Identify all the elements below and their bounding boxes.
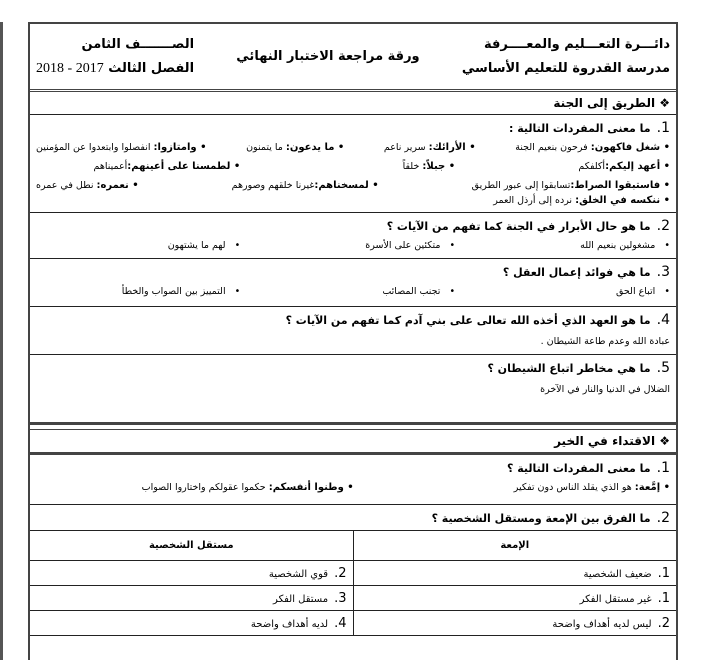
question-text: 2.ما الفرق بين الإمعة ومستقل الشخصية ؟ bbox=[431, 510, 670, 526]
header bbox=[30, 24, 676, 92]
section-title: ❖ الاقتداء في الخير bbox=[30, 429, 676, 455]
question-text: 3.ما هي فوائد إعمال العقل ؟ bbox=[502, 264, 670, 280]
table-row bbox=[30, 561, 676, 586]
vocab-item: • فاستبقوا الصراط:تسابقوا إلى عبور الطريق bbox=[471, 180, 670, 191]
question-2 bbox=[30, 505, 676, 530]
table-row bbox=[30, 586, 676, 611]
answer-item: • مشغولين بنعيم الله bbox=[580, 240, 670, 251]
question-2 bbox=[30, 213, 676, 259]
vocab-item: • ما يدعون: ما يتمنون bbox=[246, 142, 345, 153]
table-header-row bbox=[30, 531, 676, 561]
section-title: ❖ الطريق إلى الجنة bbox=[30, 92, 676, 115]
question-5 bbox=[30, 355, 676, 425]
question-text: 1.ما معنى المفردات التالية ؟ bbox=[507, 460, 670, 476]
question-text: 5.ما هي مخاطر اتباع الشيطان ؟ bbox=[487, 360, 670, 376]
answer: الضلال في الدنيا والنار في الآخرة bbox=[540, 384, 670, 395]
blank-area bbox=[30, 636, 676, 660]
document-page bbox=[28, 22, 678, 660]
vocab-item: • جبلاً: خلقاً bbox=[402, 161, 456, 172]
vocab-item: • إمَّعة: هو الذي يقلد الناس دون تفكير bbox=[513, 482, 670, 493]
vocab-row bbox=[30, 476, 676, 495]
vocab-row bbox=[30, 155, 676, 174]
term bbox=[36, 57, 194, 81]
question-3 bbox=[30, 259, 676, 307]
question-text: 4.ما هو العهد الذي أخذه الله تعالى على بني آدم كما تفهم من الآيات ؟ bbox=[285, 312, 670, 328]
comparison-table bbox=[30, 530, 676, 636]
table-cell: 4.لديه أهداف واضحة bbox=[30, 611, 353, 636]
answer-row bbox=[30, 234, 676, 253]
answer-item: • لهم ما يشتهون bbox=[167, 240, 241, 251]
table-cell: 2.ليس لديه أهداف واضحة bbox=[353, 611, 676, 636]
vocab-item: • وطنوا أنفسكم: حكموا عقولكم واختاروا الصواب bbox=[141, 482, 354, 493]
answer-item: • التمييز بين الصواب والخطأ bbox=[121, 286, 241, 297]
question-1 bbox=[30, 115, 676, 213]
table-cell: 3.مستقل الفكر bbox=[30, 586, 353, 611]
vocab-item: • نعمره: نطل في عمره bbox=[36, 180, 139, 191]
header-left bbox=[36, 33, 194, 81]
window-edge bbox=[0, 22, 3, 660]
column-header: الإمعة bbox=[353, 531, 676, 561]
answer-item: • تجنب المصائب bbox=[382, 286, 456, 297]
column-header: مستقل الشخصية bbox=[30, 531, 353, 561]
question-1 bbox=[30, 455, 676, 505]
table-row bbox=[30, 611, 676, 636]
question-number: 1. bbox=[656, 120, 670, 136]
vocab-item: • لمسخناهم:غيرنا خلقهم وصورهم bbox=[231, 180, 379, 191]
year: 2017 - 2018 bbox=[36, 60, 104, 76]
question-4 bbox=[30, 307, 676, 355]
table-cell: 1.غير مستقل الفكر bbox=[353, 586, 676, 611]
vocab-row bbox=[30, 174, 676, 208]
vocab-item: • الأرائك: سرير ناعم bbox=[383, 142, 476, 153]
table-cell: 1.ضعيف الشخصية bbox=[353, 561, 676, 586]
answer-item: • متكئين على الأسرة bbox=[365, 240, 456, 251]
answer-row bbox=[30, 280, 676, 299]
answer: عبادة الله وعدم طاعة الشيطان . bbox=[540, 336, 670, 347]
question-text: 2.ما هو حال الأبرار في الجنة كما تفهم من الآيات ؟ bbox=[386, 218, 670, 234]
term-label: الفصل الثالث bbox=[108, 60, 195, 76]
header-right bbox=[462, 33, 670, 81]
grade: الصـــــــف الثامن bbox=[81, 36, 195, 52]
question-label: ما معنى المفردات التالية : bbox=[509, 122, 651, 135]
vocab-item: • أعهد إليكم:أكلفكم bbox=[578, 161, 670, 172]
question-text bbox=[30, 115, 676, 136]
vocab-item: • شغل فاكهون: فرحون بنعيم الجنة bbox=[515, 142, 670, 153]
table-cell: 2.قوي الشخصية bbox=[30, 561, 353, 586]
school-name: مدرسة القدروة للتعليم الأساسي bbox=[461, 60, 670, 76]
vocab-row bbox=[30, 136, 676, 155]
answer-item: • اتباع الحق bbox=[616, 286, 670, 297]
vocab-item: • ننكسه في الخلق: نرده إلى أرذل العمر bbox=[493, 195, 670, 206]
vocab-item: • لطمسنا على أعينهم:أعميناهم bbox=[93, 161, 241, 172]
document-title: ورقة مراجعة الاختبار النهائي bbox=[236, 49, 420, 64]
department-name: دائـــرة التعـــليم والمعــــرفة bbox=[484, 36, 670, 52]
vocab-item: • وامتازوا: انفصلوا وابتعدوا عن المؤمنين bbox=[36, 142, 207, 153]
